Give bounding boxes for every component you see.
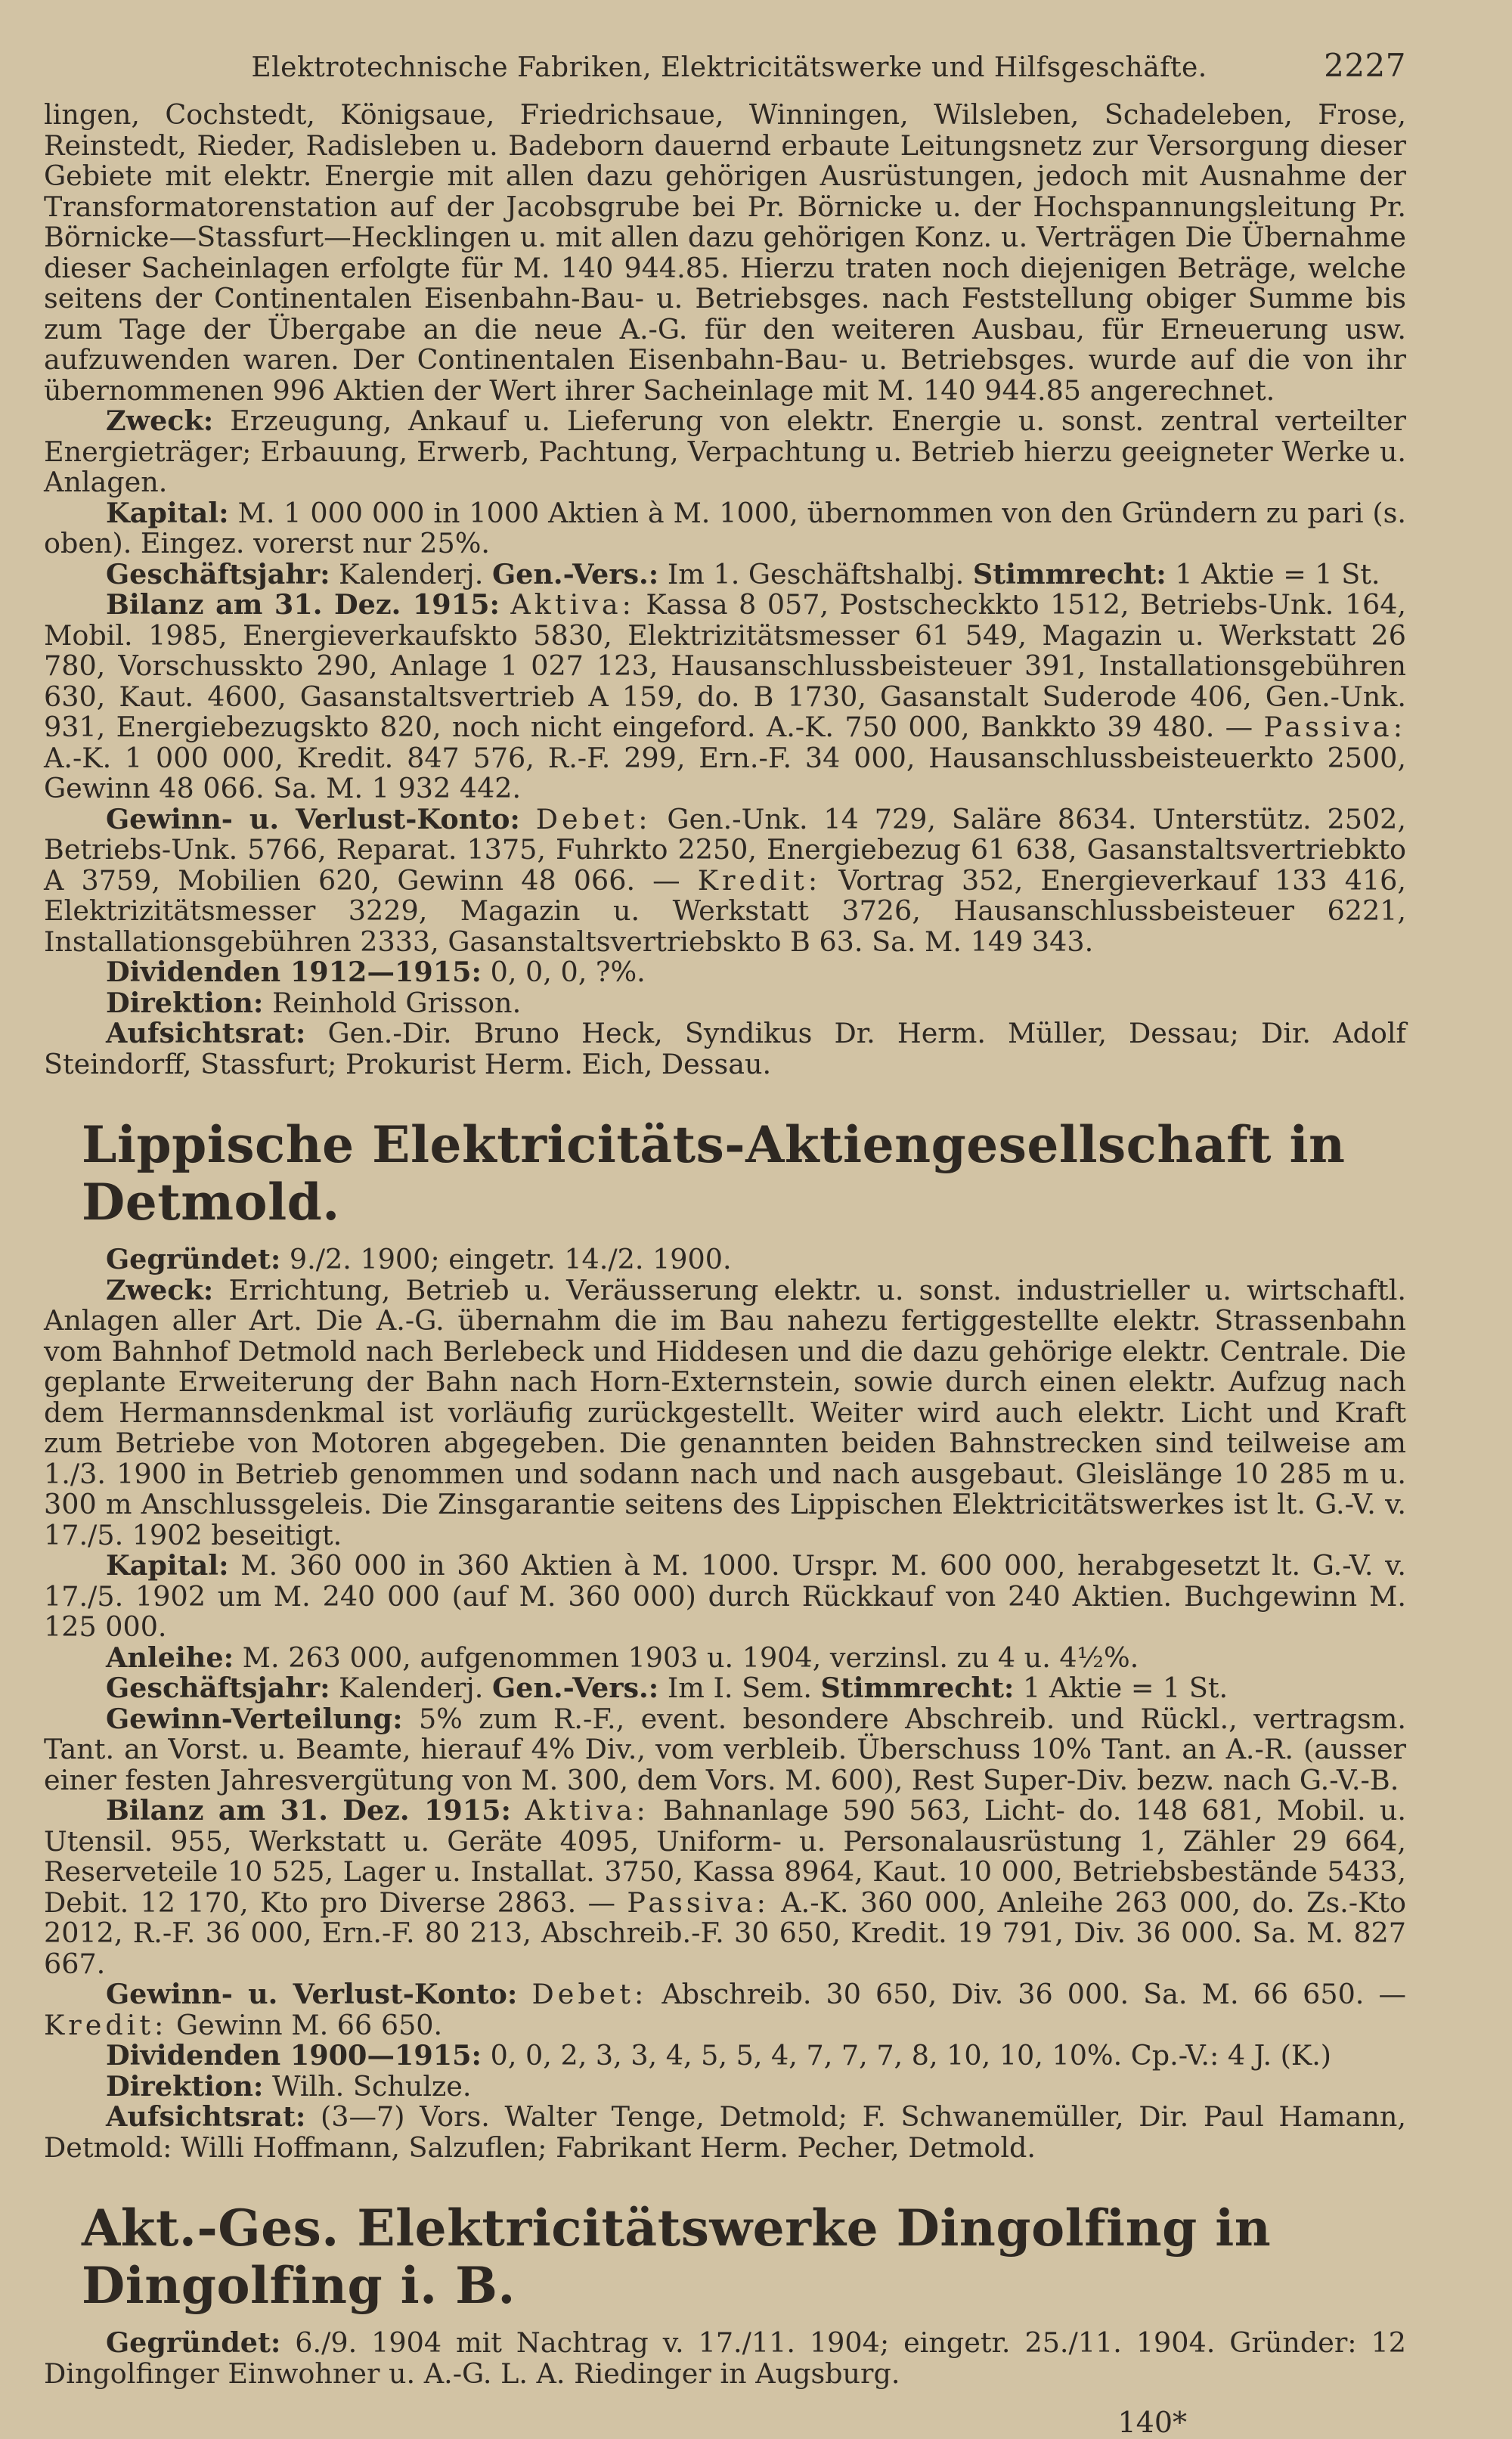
kapital-paragraph: Kapital: M. 1 000 000 in 1000 Aktien à M. 1000, übernommen von den Gründern zu pari (s. oben). Eingez. vorerst nur 25%. [44,496,1406,559]
company-title-dingolfing: Akt.-Ges. Elektricitätswerke Dingolfing in Dingolfing i. B. [82,2199,1272,2315]
guv-paragraph: Gewinn- u. Verlust-Konto: Debet: Abschreib. 30 650, Div. 36 000. Sa. M. 66 650. — Kredit: Gewinn M. 66 650. [44,1978,1406,2041]
section-lippische [44,1244,1406,2163]
running-title: Elektrotechnische Fabriken, Elektricitätswerke und Hilfsgeschäfte. [251,52,1207,83]
direktion-paragraph: Direktion: Wilh. Schulze. [106,2069,472,2103]
geschaeftsjahr-paragraph: Geschäftsjahr: Kalenderj. Gen.-Vers.: Im I. Sem. Stimmrecht: 1 Aktie = 1 St. [106,1672,1228,1704]
page-header [44,47,1406,100]
signature-mark: 140* [1117,2406,1187,2439]
company-title-lippische: Lippische Elektricitäts-Aktiengesellschaft in Detmold. [82,1115,1346,1232]
guv-paragraph: Gewinn- u. Verlust-Konto: Debet: Gen.-Unk. 14 729, Saläre 8634. Unterstütz. 2502, Betriebs-Unk. 5766, Reparat. 1375, Fuhrkto 2250, Energiebezug 61 638, Gasanstaltsvertriebkto A 3759, Mobilien 620, Gewinn 48 066. — Kredit: Vortrag 352, Energieverkauf 133 416, Elektrizitätsmesser 3229, Magazin u. Werkstatt 3726, Hausanschlussbeisteuer 6221, Installationsgebühren 2333, Gasanstaltsvertriebskto B 63. Sa. M. 149 343. [44,802,1406,958]
gegruendet-paragraph: Gegründet: 6./9. 1904 mit Nachtrag v. 17./11. 1904; eingetr. 25./11. 1904. Gründer: 12 Dingolfinger Einwohner u. A.-G. L. A. Riedinger in Augsburg. [44,2326,1406,2390]
bilanz-paragraph: Bilanz am 31. Dez. 1915: Aktiva: Kassa 8 057, Postscheckkto 1512, Betriebs-Unk. 164, Mobil. 1985, Energieverkaufskto 5830, Elektrizitätsmesser 61 549, Magazin u. Werkstatt 26 780, Vorschusskto 290, Anlage 1 027 123, Hausanschlussbeisteuer 391, Installationsgebühren 630, Kaut. 4600, Gasanstaltsvertrieb A 159, do. B 1730, Gasanstalt Suderode 406, Gen.-Unk. 931, Energiebezugskto 820, noch nicht eingeford. A.-K. 750 000, Bankkto 39 480. — Passiva: A.-K. 1 000 000, Kredit. 847 576, R.-F. 299, Ern.-F. 34 000, Hausanschlussbeisteuerkto 2500, Gewinn 48 066. Sa. M. 1 932 442. [44,588,1407,804]
gegruendet-paragraph: Gegründet: 9./2. 1900; eingetr. 14./2. 1900. [106,1243,732,1275]
dividenden-paragraph: Dividenden 1900—1915: 0, 0, 2, 3, 3, 4, 5, 5, 4, 7, 7, 7, 8, 10, 10, 10%. Cp.-V.: 4 J. (K.) [106,2039,1332,2072]
intro-paragraph: lingen, Cochstedt, Königsaue, Friedrichsaue, Winningen, Wilsleben, Schadeleben, Frose, Reinstedt, Rieder, Radisleben u. Badeborn dauernd erbaute Leitungsnetz zur Versorgung dieser Gebiete mit elektr. Energie mit allen dazu gehörigen Ausrüstungen, jedoch mit Ausnahme der Transformatorenstation auf der Jacobsgrube bei Pr. Börnicke u. der Hochspannungsleitung Pr. Börnicke—Stassfurt—Hecklingen u. mit allen dazu gehörigen Konz. u. Verträgen Die Übernahme dieser Sacheinlagen erfolgte für M. 140 944.85. Hierzu traten noch diejenigen Beträge, welche seitens der Continentalen Eisenbahn-Bau- u. Betriebsges. nach Feststellung obiger Summe bis zum Tage der Übergabe an die neue A.-G. für den weiteren Ausbau, für Erneuerung usw. aufzuwenden waren. Der Continentalen Eisenbahn-Bau- u. Betriebsges. wurde auf die von ihr übernommenen 996 Aktien der Wert ihrer Sacheinlage mit M. 140 944.85 angerechnet. [44,98,1406,407]
page-number: 2227 [1324,47,1406,84]
zweck-paragraph: Zweck: Errichtung, Betrieb u. Veräusserung elektr. u. sonst. industrieller u. wirtschaftl. Anlagen aller Art. Die A.-G. übernahm die im Bau nahezu fertiggestellte elektr. Strassenbahn vom Bahnhof Detmold nach Berlebeck und Hiddesen und die dazu gehörige elektr. Centrale. Die geplante Erweiterung der Bahn nach Horn-Externstein, sowie durch einen elektr. Aufzug nach dem Hermannsdenkmal ist vorläufig zurückgestellt. Weiter wird auch elektr. Licht und Kraft zum Betriebe von Motoren abgegeben. Die genannten beiden Bahnstrecken sind teilweise am 1./3. 1900 in Betrieb genommen und sodann nach und nach ausgebaut. Gleislänge 10 285 m u. 300 m Anschlussgeleis. Die Zinsgarantie seitens des Lippischen Elektricitätswerkes ist lt. G.-V. v. 17./5. 1902 beseitigt. [44,1273,1407,1551]
aufsichtsrat-paragraph: Aufsichtsrat: (3—7) Vors. Walter Tenge, Detmold; F. Schwanemüller, Dir. Paul Hamann, Detmold: Willi Hoffmann, Salzuflen; Fabrikant Herm. Pecher, Detmold. [44,2100,1406,2164]
anleihe-paragraph: Anleihe: M. 263 000, aufgenommen 1903 u. 1904, verzinsl. zu 4 u. 4½%. [106,1641,1139,1674]
section-dingolfing [44,2328,1406,2389]
aufsichtsrat-paragraph: Aufsichtsrat: Gen.-Dir. Bruno Heck, Syndikus Dr. Herm. Müller, Dessau; Dir. Adolf Steindorff, Stassfurt; Prokurist Herm. Eich, Dessau. [44,1017,1406,1080]
gewinnverteilung-paragraph: Gewinn-Verteilung: 5% zum R.-F., event. besondere Abschreib. und Rückl., vertragsm. Tant. an Vorst. u. Beamte, hierauf 4% Div., vom verbleib. Überschuss 10% Tant. an A.-R. (ausser einer festen Jahresvergütung von M. 300, dem Vors. M. 600), Rest Super-Div. bezw. nach G.-V.-B. [44,1702,1406,1796]
geschaeftsjahr-paragraph: Geschäftsjahr: Kalenderj. Gen.-Vers.: Im 1. Geschäftshalbj. Stimmrecht: 1 Aktie = 1 St. [106,557,1380,590]
dividenden-paragraph: Dividenden 1912—1915: 0, 0, 0, ?%. [106,956,646,988]
direktion-paragraph: Direktion: Reinhold Grisson. [106,986,522,1019]
section-continuation [44,100,1406,1080]
zweck-paragraph: Zweck: Erzeugung, Ankauf u. Lieferung von elektr. Energie u. sonst. zentral verteilter Energieträger; Erbauung, Erwerb, Pachtung, Verpachtung u. Betrieb hierzu geeigneter Werke u. Anlagen. [44,404,1406,498]
bilanz-paragraph: Bilanz am 31. Dez. 1915: Aktiva: Bahnanlage 590 563, Licht- do. 148 681, Mobil. u. Utensil. 955, Werkstatt u. Geräte 4095, Uniform- u. Personalausrüstung 1, Zähler 29 664, Reserveteile 10 525, Lager u. Installat. 3750, Kassa 8964, Kaut. 10 000, Betriebsbestände 5433, Debit. 12 170, Kto pro Diverse 2863. — Passiva: A.-K. 360 000, Anleihe 263 000, do. Zs.-Kto 2012, R.-F. 36 000, Ern.-F. 80 213, Abschreib.-F. 30 650, Kredit. 19 791, Div. 36 000. Sa. M. 827 667. [44,1794,1407,1980]
kapital-paragraph: Kapital: M. 360 000 in 360 Aktien à M. 1000. Urspr. M. 600 000, herabgesetzt lt. G.-V. v. 17./5. 1902 um M. 240 000 (auf M. 360 000) durch Rückkauf von 240 Aktien. Buchgewinn M. 125 000. [44,1549,1406,1643]
